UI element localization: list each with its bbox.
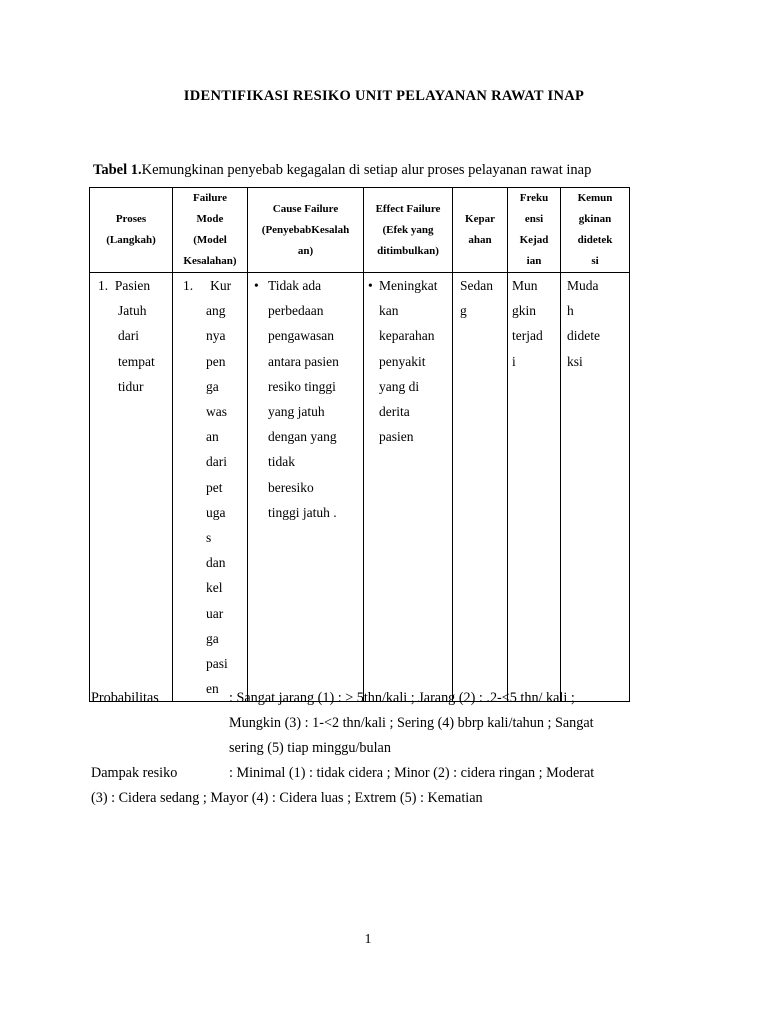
header-line: Kepar <box>465 213 495 225</box>
effect-line: keparahan <box>379 328 435 344</box>
failure-line: uar <box>206 605 224 621</box>
header-line: (Model <box>193 234 227 246</box>
keparahan-line: Sedan <box>460 278 493 293</box>
header-line: si <box>591 255 599 267</box>
probabilitas-line: : Sangat jarang (1) : > 5thn/kali ; Jarang (2) : .2-<5 thn/ kali ; <box>229 690 575 706</box>
cause-line: antara pasien <box>268 353 339 369</box>
table-header-row <box>90 188 630 273</box>
failure-number: 1. <box>183 278 194 293</box>
header-line: Kemun <box>577 192 613 204</box>
header-line: Freku <box>519 192 549 204</box>
header-line: (Efek yang <box>382 223 434 236</box>
table-caption <box>93 162 591 179</box>
effect-line: penyakit <box>379 353 426 369</box>
proses-number: 1. <box>98 278 109 293</box>
proses-line: dari <box>118 328 139 344</box>
failure-line: uga <box>206 504 226 520</box>
dampak-label: Dampak resiko <box>91 765 178 781</box>
proses-line: Pasien <box>114 278 151 293</box>
frekuensi-line: Mun <box>512 278 538 293</box>
cause-line: tidak <box>268 454 295 470</box>
dampak-line: : Minimal (1) : tidak cidera ; Minor (2) : cidera ringan ; Moderat <box>229 765 595 781</box>
cell-failure-mode <box>173 273 248 702</box>
cell-frekuensi <box>508 273 561 702</box>
header-line: Mode <box>196 213 224 225</box>
proses-line: tempat <box>118 353 155 369</box>
header-failure-mode <box>173 188 248 273</box>
risk-identification-table <box>89 187 630 702</box>
probabilitas-line: Mungkin (3) : 1-<2 thn/kali ; Sering (4) bbrp kali/tahun ; Sangat <box>229 715 594 731</box>
keparahan-line: g <box>460 303 467 319</box>
deteksi-line: h <box>567 303 574 319</box>
cell-cause-failure <box>248 273 364 702</box>
dampak-line: (3) : Cidera sedang ; Mayor (4) : Cidera luas ; Extrem (5) : Kematian <box>91 790 483 806</box>
header-line: ahan <box>468 234 492 246</box>
document-title: IDENTIFIKASI RESIKO UNIT PELAYANAN RAWAT INAP <box>183 88 585 104</box>
effect-line: derita <box>379 404 410 420</box>
probabilitas-label: Probabilitas <box>91 690 159 706</box>
failure-line: Kur <box>210 278 232 293</box>
header-line: Cause Failure <box>272 202 339 215</box>
failure-line: s <box>206 530 212 546</box>
failure-line: dari <box>206 454 227 470</box>
probabilitas-note <box>91 686 636 761</box>
deteksi-line: ksi <box>567 353 583 369</box>
proses-line: tidur <box>118 378 144 394</box>
header-line: ditimbulkan) <box>377 244 439 257</box>
header-line: Failure <box>192 192 227 204</box>
cause-line: Tidak ada <box>268 278 322 293</box>
header-deteksi <box>561 188 630 273</box>
header-line: ensi <box>524 213 544 225</box>
cause-line: dengan yang <box>268 429 337 445</box>
failure-line: pen <box>206 353 226 369</box>
table-row <box>90 273 630 702</box>
header-line: didetek <box>577 234 613 246</box>
effect-line: kan <box>379 303 399 319</box>
failure-line: ga <box>206 630 219 646</box>
cause-line: tinggi jatuh . <box>268 504 337 520</box>
failure-line: en <box>206 681 219 697</box>
failure-line: nya <box>206 328 226 344</box>
frekuensi-line: gkin <box>512 303 537 319</box>
notes-section <box>91 686 636 811</box>
probabilitas-line: sering (5) tiap minggu/bulan <box>229 740 391 756</box>
failure-line: kel <box>206 580 223 596</box>
header-line: Effect Failure <box>375 202 441 215</box>
header-effect-failure <box>364 188 453 273</box>
header-line: (Langkah) <box>106 234 156 246</box>
cause-line: pengawasan <box>268 328 334 344</box>
failure-line: ang <box>206 303 226 319</box>
cause-line: resiko tinggi <box>268 378 336 394</box>
frekuensi-line: i <box>512 353 516 369</box>
cause-line: yang jatuh <box>268 404 325 420</box>
header-line: (PenyebabKesalah <box>261 223 350 236</box>
cause-line: beresiko <box>268 479 314 495</box>
caption-text: Kemungkinan penyebab kegagalan di setiap alur proses pelayanan rawat inap <box>141 162 592 178</box>
deteksi-line: didete <box>567 328 600 344</box>
failure-line: pasi <box>206 656 228 672</box>
proses-line: Jatuh <box>118 303 147 319</box>
dampak-note <box>91 761 636 811</box>
failure-line: dan <box>206 555 226 571</box>
bullet-icon: • <box>368 278 373 293</box>
header-line: gkinan <box>578 213 612 225</box>
cell-deteksi <box>561 273 630 702</box>
effect-line: pasien <box>379 429 414 445</box>
failure-line: pet <box>206 479 223 495</box>
failure-line: an <box>206 429 219 445</box>
header-keparahan <box>453 188 508 273</box>
frekuensi-line: terjad <box>512 328 543 344</box>
deteksi-line: Muda <box>567 278 599 293</box>
failure-line: ga <box>206 378 219 394</box>
effect-line: Meningkat <box>379 278 438 293</box>
header-line: Proses <box>115 213 147 225</box>
cell-keparahan <box>453 273 508 702</box>
cell-proses <box>90 273 173 702</box>
header-line: an) <box>297 244 314 257</box>
header-cause-failure <box>248 188 364 273</box>
header-frekuensi <box>508 188 561 273</box>
bullet-icon: • <box>254 278 259 293</box>
header-proses <box>90 188 173 273</box>
header-line: ian <box>526 255 542 267</box>
effect-line: yang di <box>379 378 420 394</box>
failure-line: was <box>206 404 227 420</box>
header-line: Kejad <box>519 234 549 246</box>
cause-line: perbedaan <box>268 303 324 319</box>
cell-effect-failure <box>364 273 453 702</box>
header-line: Kesalahan) <box>183 255 237 267</box>
page-number: 1 <box>364 932 372 947</box>
caption-label: Tabel 1. <box>93 162 142 178</box>
